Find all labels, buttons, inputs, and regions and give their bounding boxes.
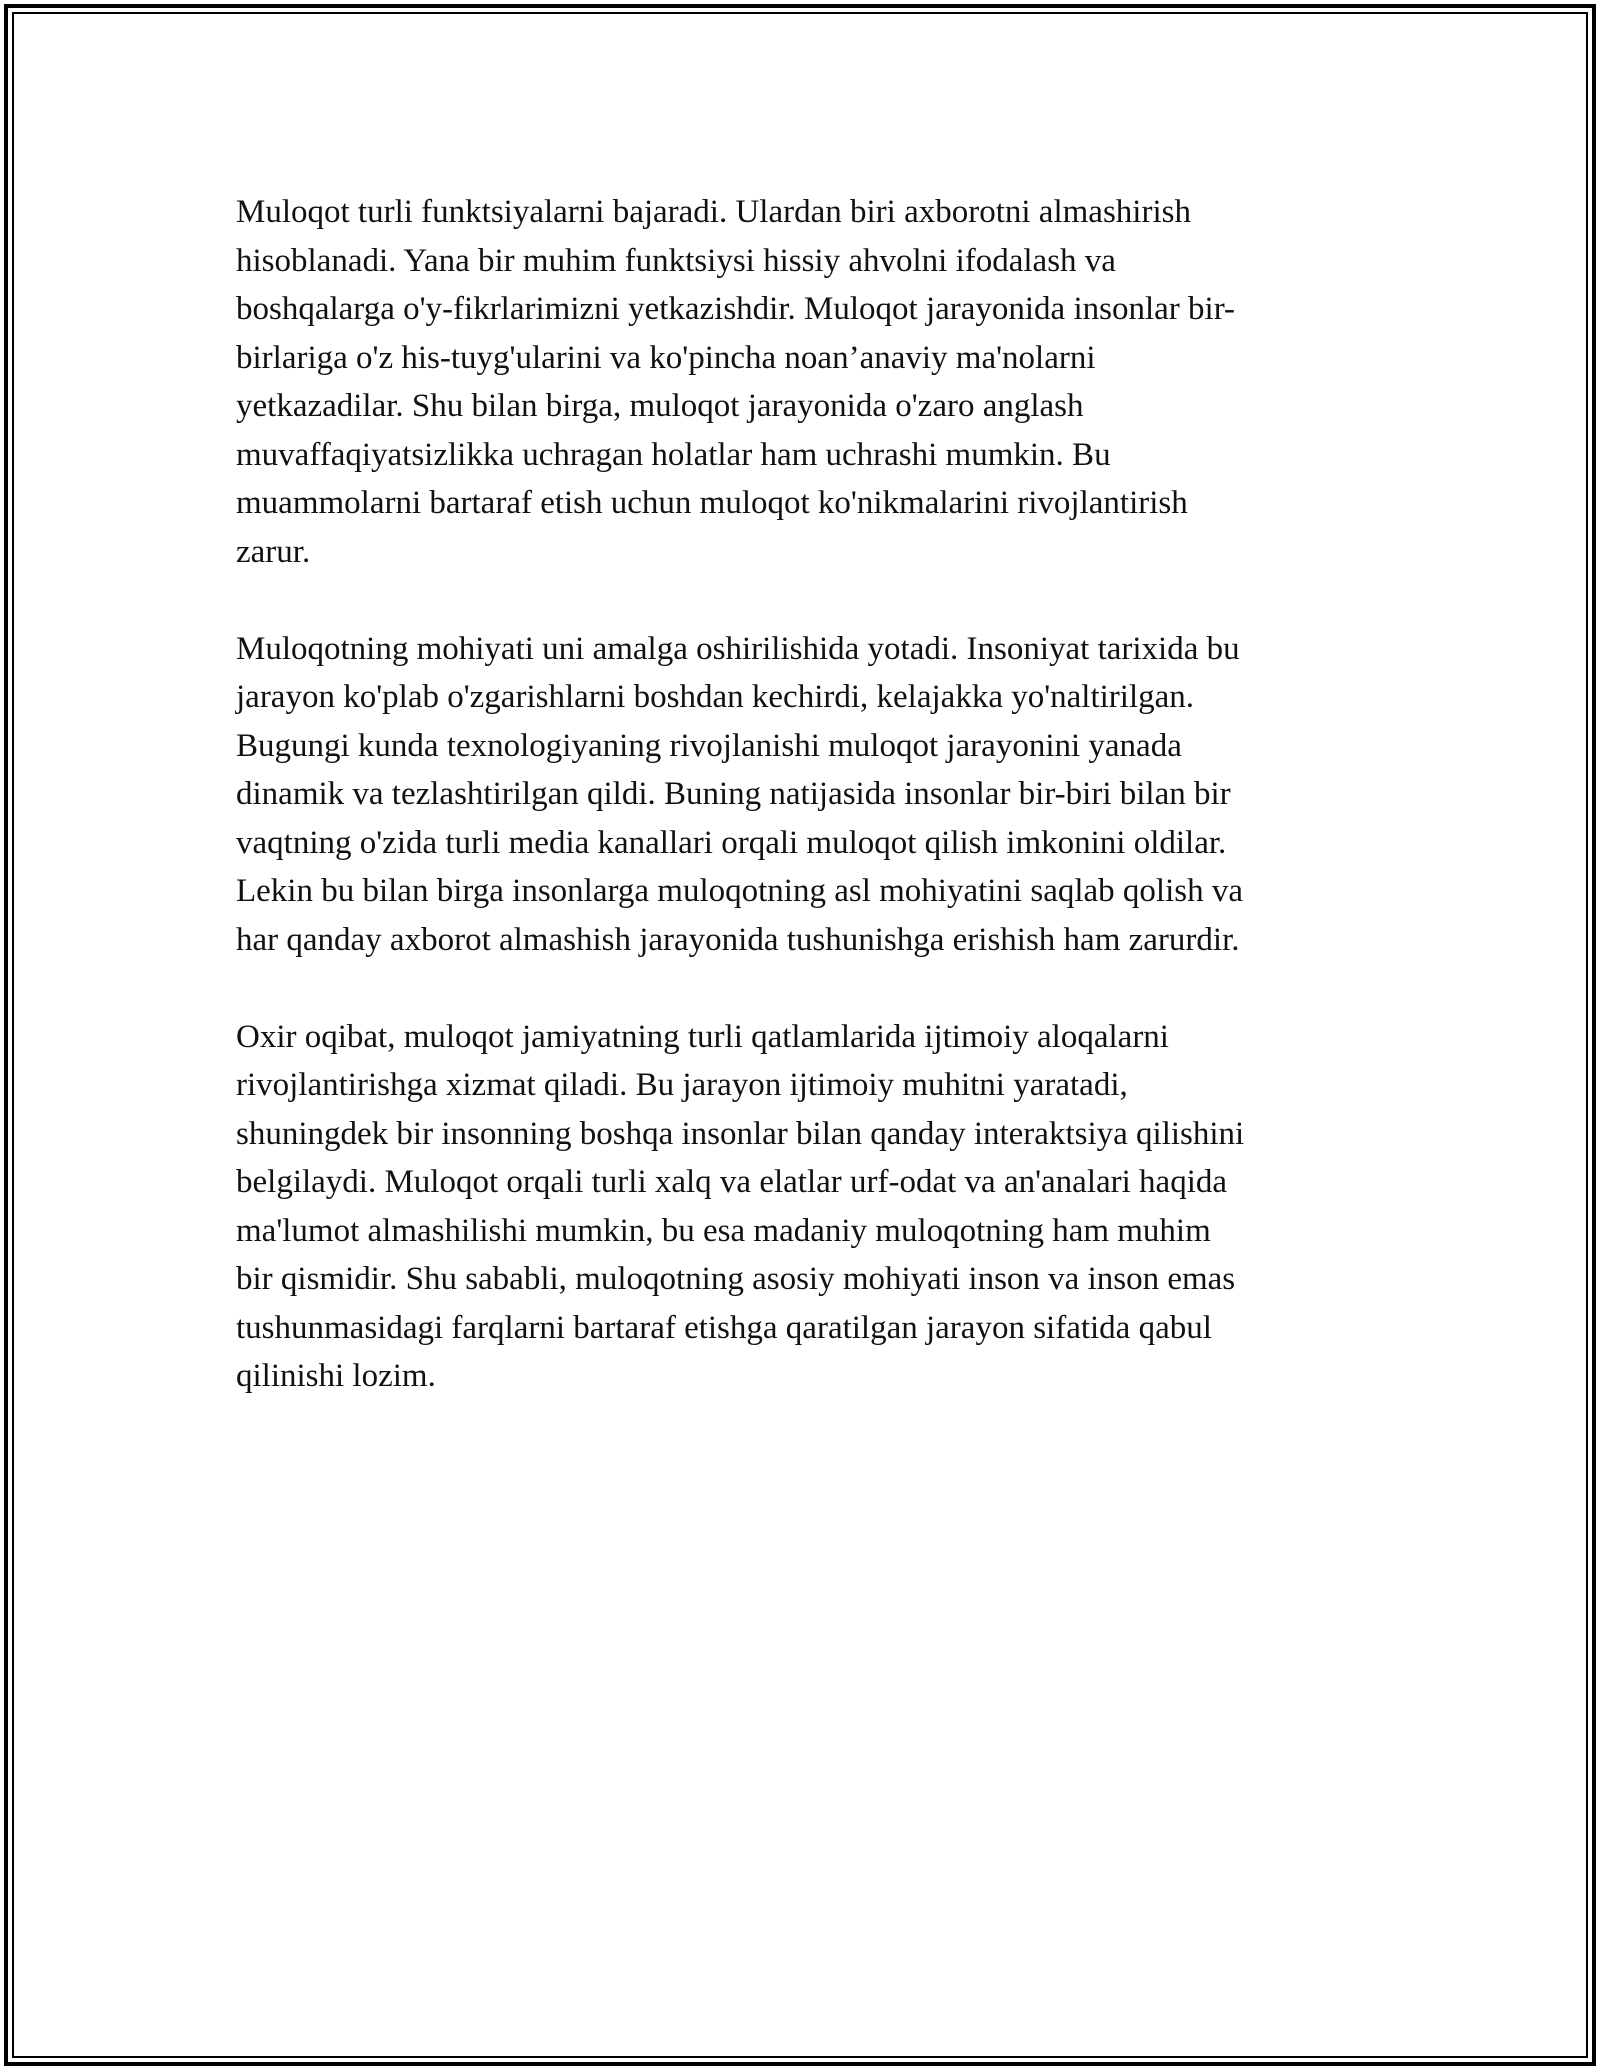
paragraph-2: Muloqotning mohiyati uni amalga oshirilishida yotadi. Insoniyat tarixida bu jarayon ko'plab o'zgarishlarni boshdan kechirdi, kelajakka yo'naltirilgan. Bugungi kunda texnologiyaning rivojlanishi muloqot jarayonini yanada dinamik va tezlashtirilgan qildi. Buning natijasida insonlar bir-biri bilan bir vaqtning o'zida turli media kanallari orqali muloqot qilish imkonini oldilar. Lekin bu bilan birga insonlarga muloqotning asl mohiyatini saqlab qolish va har qanday axborot almashish jarayonida tushunishga erishish ham zarurdir.: [236, 630, 1243, 958]
paragraph-1: Muloqot turli funktsiyalarni bajaradi. Ulardan biri axborotni almashirish hisoblanadi. Yana bir muhim funktsiysi hissiy ahvolni ifodalash va boshqalarga o'y-fikrlarimizni yetkazishdir. Muloqot jarayonida insonlar bir- birlariga o'z his-tuyg'ularini va ko'pincha noan’anaviy ma'nolarni yetkazadilar. Shu bilan birga, muloqot jarayonida o'zaro anglash muvaffaqiyatsizlikka uchragan holatlar ham uchrashi mumkin. Bu muammolarni bartaraf etish uchun muloqot ko'nikmalarini rivojlantirish zarur.: [236, 194, 1236, 570]
paragraph-3: Oxir oqibat, muloqot jamiyatning turli qatlamlarida ijtimoiy aloqalarni rivojlantirishga xizmat qiladi. Bu jarayon ijtimoiy muhitni yaratadi, shuningdek bir insonning boshqa insonlar bilan qanday interaktsiya qilishini belgilaydi. Muloqot orqali turli xalq va elatlar urf-odat va an'analari haqida ma'lumot almashilishi mumkin, bu esa madaniy muloqotning ham muhim bir qismidir. Shu sababli, muloqotning asosiy mohiyati inson va inson emas tushunmasidagi farqlarni bartaraf etishga qaratilgan jarayon sifatida qabul qilinishi lozim.: [236, 1018, 1245, 1394]
document-body: [236, 188, 1366, 1401]
